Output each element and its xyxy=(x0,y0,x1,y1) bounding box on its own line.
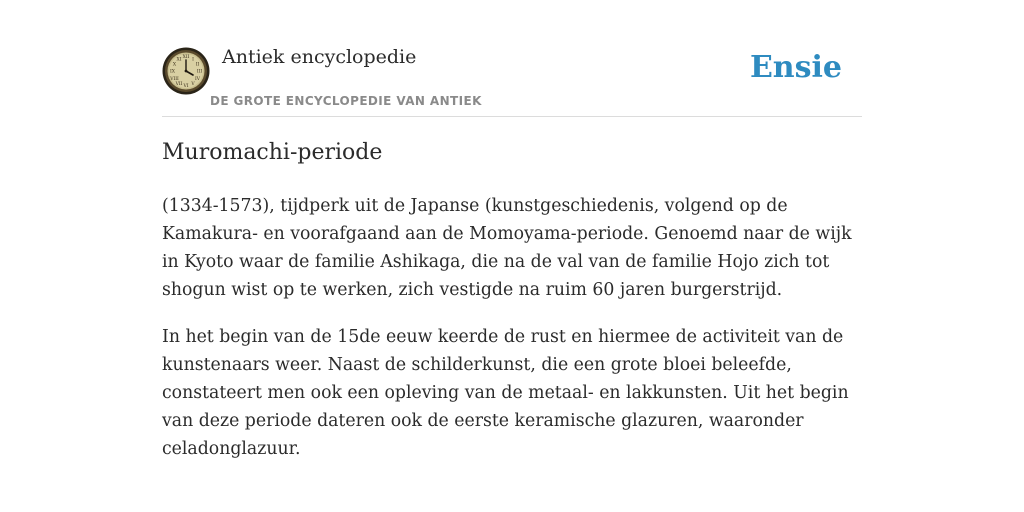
site-title[interactable]: Antiek encyclopedie xyxy=(222,46,417,68)
brand-logo[interactable]: Ensie xyxy=(749,50,842,85)
svg-text:X: X xyxy=(172,62,177,68)
article-paragraph: (1334-1573), tijdperk uit de Japanse (kunstgeschiedenis, volgend op de Kamakura- en voorafgaand aan de Momoyama-periode. Genoemd naar de wijk in Kyoto waar de familie Ashikaga, die na de val van de familie Hojo zich tot shogun wist op te werken, zich vestigde na ruim 60 jaren burgerstrijd. xyxy=(162,196,852,300)
svg-text:XI: XI xyxy=(176,57,182,63)
clock-icon xyxy=(162,47,210,95)
svg-text:IX: IX xyxy=(170,69,175,75)
svg-text:IV: IV xyxy=(194,77,201,82)
svg-text:VIII: VIII xyxy=(170,77,179,82)
article-title: Muromachi-periode xyxy=(162,140,383,165)
site-header xyxy=(162,0,862,117)
site-logo[interactable] xyxy=(162,47,210,95)
svg-text:VII: VII xyxy=(175,82,183,87)
page xyxy=(162,0,862,512)
svg-text:V: V xyxy=(191,82,195,87)
svg-text:VI: VI xyxy=(183,84,189,89)
svg-text:III: III xyxy=(196,69,203,75)
svg-text:II: II xyxy=(195,62,200,68)
site-subtitle: DE GROTE ENCYCLOPEDIE VAN ANTIEK xyxy=(210,94,482,108)
article-paragraph: In het begin van de 15de eeuw keerde de rust en hiermee de activiteit van de kunstenaars weer. Naast de schilderkunst, die een grote bloei beleefde, constateert men ook een opleving van de metaal- en lakkunsten. Uit het begin van deze periode dateren ook de eerste keramische glazuren, waaronder celadonglazuur. xyxy=(162,327,849,459)
svg-text:XII: XII xyxy=(182,55,190,60)
svg-text:I: I xyxy=(192,57,194,63)
